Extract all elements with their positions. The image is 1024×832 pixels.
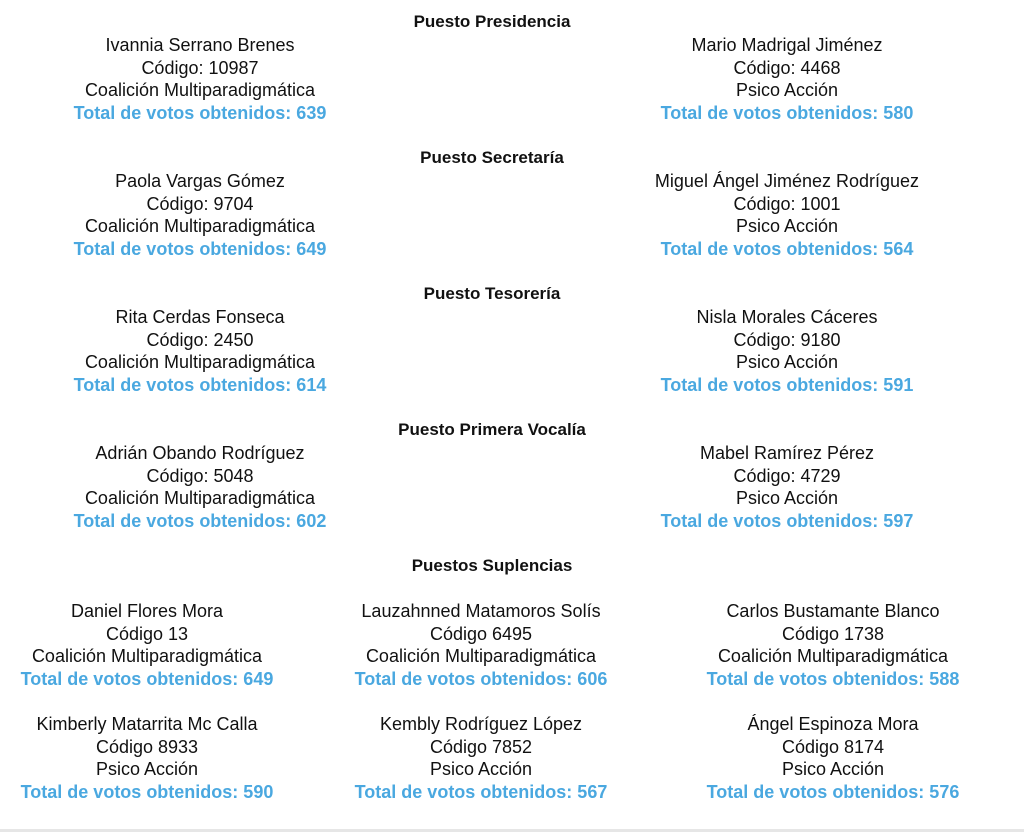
candidate-card [637, 170, 937, 261]
candidate-party: Psico Acción [735, 352, 839, 373]
candidate-name: Mario Madrigal Jiménez [691, 35, 883, 55]
candidate-card [50, 306, 350, 397]
candidate-card [637, 442, 937, 533]
candidate-votes: Total de votos obtenidos: 580 [660, 103, 914, 124]
candidate-votes: Total de votos obtenidos: 649 [73, 239, 327, 260]
candidate-card [50, 170, 350, 261]
candidate-name: Rita Cerdas Fonseca [115, 307, 285, 327]
candidate-party: Psico Acción [735, 216, 839, 237]
candidate-card [637, 34, 937, 125]
candidate-party: Coalición Multiparadigmática [717, 646, 949, 667]
candidate-name: Adrián Obando Rodríguez [95, 443, 305, 463]
candidate-votes: Total de votos obtenidos: 614 [73, 375, 327, 396]
candidate-votes: Total de votos obtenidos: 567 [354, 782, 608, 803]
candidate-party: Psico Acción [735, 80, 839, 101]
candidate-party: Coalición Multiparadigmática [365, 646, 597, 667]
candidate-party: Psico Acción [735, 488, 839, 509]
candidate-party: Psico Acción [429, 759, 533, 780]
candidate-code: Código: 9704 [146, 193, 254, 214]
candidate-name: Kimberly Matarrita Mc Calla [36, 714, 258, 734]
candidate-votes: Total de votos obtenidos: 597 [660, 511, 914, 532]
candidate-card [50, 442, 350, 533]
candidate-party: Coalición Multiparadigmática [84, 488, 316, 509]
candidate-name: Miguel Ángel Jiménez Rodríguez [654, 171, 920, 191]
candidate-code: Código: 5048 [146, 465, 254, 486]
candidate-card [683, 713, 983, 804]
section-title-suplencias: Puestos Suplencias [411, 556, 573, 575]
candidate-code: Código: 9180 [733, 329, 841, 350]
section-title-primera-vocalia: Puesto Primera Vocalía [398, 420, 586, 439]
candidate-code: Código: 4468 [733, 57, 841, 78]
candidate-code: Código 8174 [781, 736, 885, 757]
candidate-code: Código 7852 [429, 736, 533, 757]
candidate-card [637, 306, 937, 397]
section-title-secretaria: Puesto Secretaría [420, 148, 564, 167]
candidate-votes: Total de votos obtenidos: 576 [706, 782, 960, 803]
candidate-name: Ivannia Serrano Brenes [105, 35, 295, 55]
candidate-card [50, 34, 350, 125]
candidate-party: Psico Acción [781, 759, 885, 780]
candidate-party: Coalición Multiparadigmática [84, 352, 316, 373]
section-title-tesoreria: Puesto Tesorería [423, 284, 561, 303]
candidate-votes: Total de votos obtenidos: 639 [73, 103, 327, 124]
candidate-code: Código: 10987 [141, 57, 259, 78]
candidate-card [331, 713, 631, 804]
candidate-votes: Total de votos obtenidos: 606 [354, 669, 608, 690]
candidate-code: Código: 4729 [733, 465, 841, 486]
candidate-votes: Total de votos obtenidos: 564 [660, 239, 914, 260]
candidate-name: Daniel Flores Mora [70, 601, 224, 621]
section-title-presidencia: Puesto Presidencia [413, 12, 571, 31]
candidate-party: Coalición Multiparadigmática [31, 646, 263, 667]
candidate-votes: Total de votos obtenidos: 591 [660, 375, 914, 396]
candidate-card [683, 600, 983, 691]
candidate-votes: Total de votos obtenidos: 602 [73, 511, 327, 532]
candidate-party: Psico Acción [95, 759, 199, 780]
candidate-code: Código 8933 [95, 736, 199, 757]
candidate-card [2, 713, 292, 804]
candidate-code: Código 13 [105, 623, 189, 644]
candidate-card [2, 600, 292, 691]
candidate-name: Ángel Espinoza Mora [747, 714, 919, 734]
candidate-name: Lauzahnned Matamoros Solís [361, 601, 601, 621]
candidate-party: Coalición Multiparadigmática [84, 216, 316, 237]
candidate-votes: Total de votos obtenidos: 588 [706, 669, 960, 690]
candidate-votes: Total de votos obtenidos: 590 [20, 782, 274, 803]
candidate-code: Código: 2450 [146, 329, 254, 350]
candidate-code: Código 6495 [429, 623, 533, 644]
candidate-votes: Total de votos obtenidos: 649 [20, 669, 274, 690]
candidate-card [331, 600, 631, 691]
candidate-name: Carlos Bustamante Blanco [726, 601, 940, 621]
candidate-name: Nisla Morales Cáceres [696, 307, 878, 327]
candidate-party: Coalición Multiparadigmática [84, 80, 316, 101]
candidate-name: Mabel Ramírez Pérez [699, 443, 875, 463]
candidate-name: Paola Vargas Gómez [115, 171, 285, 191]
candidate-code: Código 1738 [781, 623, 885, 644]
candidate-name: Kembly Rodríguez López [379, 714, 583, 734]
candidate-code: Código: 1001 [733, 193, 841, 214]
